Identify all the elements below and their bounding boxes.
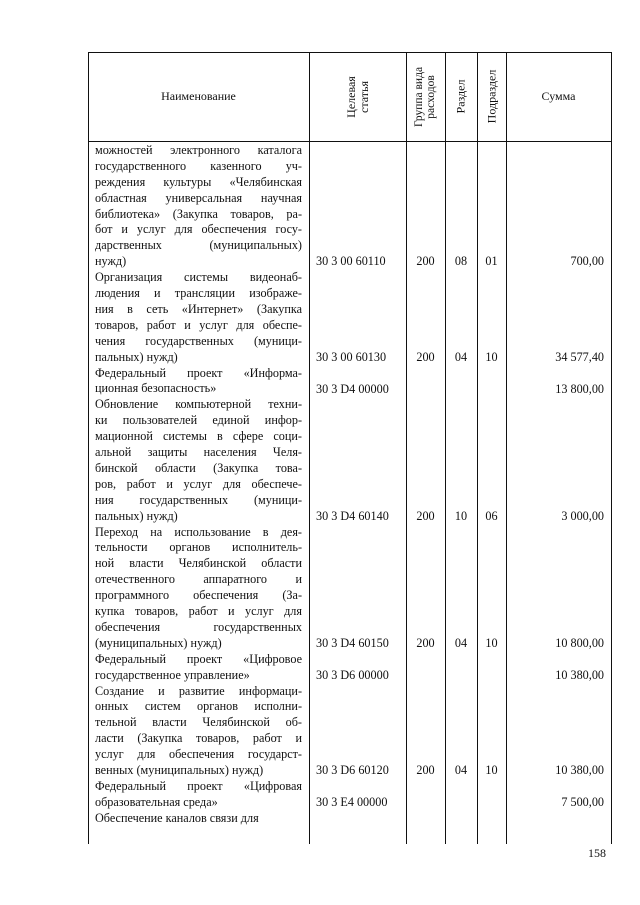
row-name-line: тельной власти Челябинской об-	[95, 715, 302, 730]
row-name	[95, 779, 302, 811]
column-divider	[309, 52, 310, 844]
page-number: 158	[588, 846, 606, 860]
row-name-line: ласти (Закупка товаров, работ и	[95, 731, 302, 746]
row-name-line: обеспечения государственных	[95, 619, 302, 634]
row-name-line: государственное управление»	[95, 667, 250, 682]
row-name-line: альной защиты населения Челя-	[95, 445, 302, 460]
row-subsection: 10	[485, 349, 498, 364]
row-name-line: Федеральный проект «Информа-	[95, 365, 302, 380]
row-name-line: Обновление компьютерной техни-	[95, 397, 302, 412]
row-name-line: чения государственных (муници-	[95, 333, 302, 348]
header-sum	[506, 52, 611, 141]
header-subsection-text: Подраздел	[484, 69, 499, 124]
header-sum-text: Сумма	[541, 89, 576, 103]
row-subsection: 01	[485, 254, 498, 269]
column-divider	[406, 52, 407, 844]
row-sum: 10 800,00	[555, 635, 604, 650]
row-name	[95, 397, 302, 524]
row-name	[95, 270, 302, 365]
row-name-line: программного обеспечения (За-	[95, 588, 302, 603]
row-target-article: 30 3 00 60130	[316, 349, 387, 364]
row-target-article: 30 3 D4 60150	[316, 635, 389, 650]
row-target-article: 30 3 D4 00000	[316, 381, 389, 396]
row-name-line: ной власти Челябинской области	[95, 556, 302, 571]
row-target-article: 30 3 D4 60140	[316, 508, 389, 523]
row-name	[95, 811, 302, 827]
row-name-line: реждения культуры «Челябинская	[95, 174, 302, 189]
row-target-article: 30 3 D6 60120	[316, 763, 389, 778]
header-section-text: Раздел	[453, 79, 468, 114]
row-name-line: можностей электронного каталога	[95, 143, 302, 157]
row-section: 08	[454, 254, 468, 269]
header-divider	[88, 141, 612, 142]
row-sum: 3 000,00	[561, 508, 604, 523]
row-name-line: бинской области (Закупка това-	[95, 460, 302, 475]
header-group-line1: Группа вида	[413, 66, 426, 127]
row-expense-group: 200	[416, 508, 435, 523]
row-name	[95, 652, 302, 684]
header-name	[88, 52, 309, 141]
row-name-line: услуг для обеспечения государст-	[95, 747, 302, 762]
row-name-line: ния в сеть «Интернет» (Закупка	[95, 301, 302, 316]
row-name-line: Федеральный проект «Цифровое	[95, 651, 302, 666]
row-name	[95, 366, 302, 398]
row-name-line: товаров, работ и услуг для обеспе-	[95, 317, 302, 332]
header-group-line2: расходов	[425, 74, 438, 119]
header-section	[445, 52, 477, 141]
row-name-line: Обеспечение каналов связи для	[95, 810, 259, 825]
row-name-line: купка товаров, работ и услуг для	[95, 604, 302, 619]
row-sum: 7 500,00	[561, 794, 604, 809]
row-section: 04	[454, 349, 468, 364]
table-border-left	[88, 52, 89, 844]
row-name-line: бот и услуг для обеспечения госу-	[95, 222, 302, 237]
row-name-line: ки пользователей единой инфор-	[95, 413, 302, 428]
header-expense-group	[406, 52, 445, 141]
row-name-line: ния государственных (муници-	[95, 492, 302, 507]
row-target-article: 30 3 E4 00000	[316, 794, 388, 809]
row-sum: 10 380,00	[555, 667, 604, 682]
header-subsection	[477, 52, 506, 141]
row-expense-group: 200	[416, 349, 435, 364]
row-name-line: нужд)	[95, 254, 127, 269]
row-sum: 700,00	[570, 254, 604, 269]
header-expense-group-text	[414, 66, 438, 126]
row-section: 04	[454, 635, 468, 650]
row-target-article: 30 3 00 60110	[316, 254, 386, 269]
row-name-line: мационной системы в сфере соци-	[95, 429, 302, 444]
row-expense-group: 200	[416, 254, 435, 269]
row-name-line: Федеральный проект «Цифровая	[95, 779, 302, 793]
column-divider	[506, 52, 507, 844]
column-divider	[477, 52, 478, 844]
row-name-line: тельности органов исполнитель-	[95, 540, 302, 555]
row-name-line: отечественного аппаратного и	[95, 572, 302, 587]
table-border-right	[611, 52, 612, 844]
row-name-line: (муниципальных) нужд)	[95, 635, 222, 650]
row-expense-group: 200	[416, 763, 435, 778]
row-sum: 10 380,00	[555, 763, 604, 778]
row-name	[95, 143, 302, 270]
row-name-line: пальных) нужд)	[95, 508, 178, 523]
header-target-article	[309, 52, 406, 141]
header-target-article-text	[344, 76, 370, 118]
row-name-line: Организация системы видеонаб-	[95, 270, 302, 285]
header-name-text: Наименование	[161, 89, 236, 103]
row-name-line: библиотека» (Закупка товаров, ра-	[95, 206, 302, 221]
column-divider	[445, 52, 446, 844]
budget-table	[88, 52, 612, 844]
row-name-line: Создание и развитие информаци-	[95, 683, 302, 698]
row-name	[95, 684, 302, 779]
row-expense-group: 200	[416, 635, 435, 650]
header-target-line2: статья	[356, 80, 371, 113]
row-name-line: государственного казенного уч-	[95, 158, 302, 173]
row-name-line: людения и трансляции изображе-	[95, 286, 302, 301]
row-section: 04	[454, 763, 468, 778]
row-name-line: Переход на использование в дея-	[95, 524, 302, 539]
row-subsection: 10	[485, 763, 498, 778]
row-name-line: ров, работ и услуг для обеспече-	[95, 476, 302, 491]
header-target-line1: Целевая	[343, 75, 358, 118]
row-name-line: пальных) нужд)	[95, 349, 178, 364]
row-sum: 34 577,40	[555, 349, 604, 364]
row-sum: 13 800,00	[555, 381, 604, 396]
row-subsection: 06	[485, 508, 498, 523]
row-target-article: 30 3 D6 00000	[316, 667, 389, 682]
row-name	[95, 525, 302, 652]
row-name-line: областная универсальная научная	[95, 190, 302, 205]
row-name-line: ционная безопасность»	[95, 381, 217, 396]
row-section: 10	[454, 508, 468, 523]
row-name-line: дарственных (муниципальных)	[95, 238, 302, 253]
row-name-line: венных (муниципальных) нужд)	[95, 763, 264, 778]
row-subsection: 10	[485, 635, 498, 650]
row-name-line: онных систем органов исполни-	[95, 699, 302, 714]
row-name-line: образовательная среда»	[95, 794, 218, 809]
